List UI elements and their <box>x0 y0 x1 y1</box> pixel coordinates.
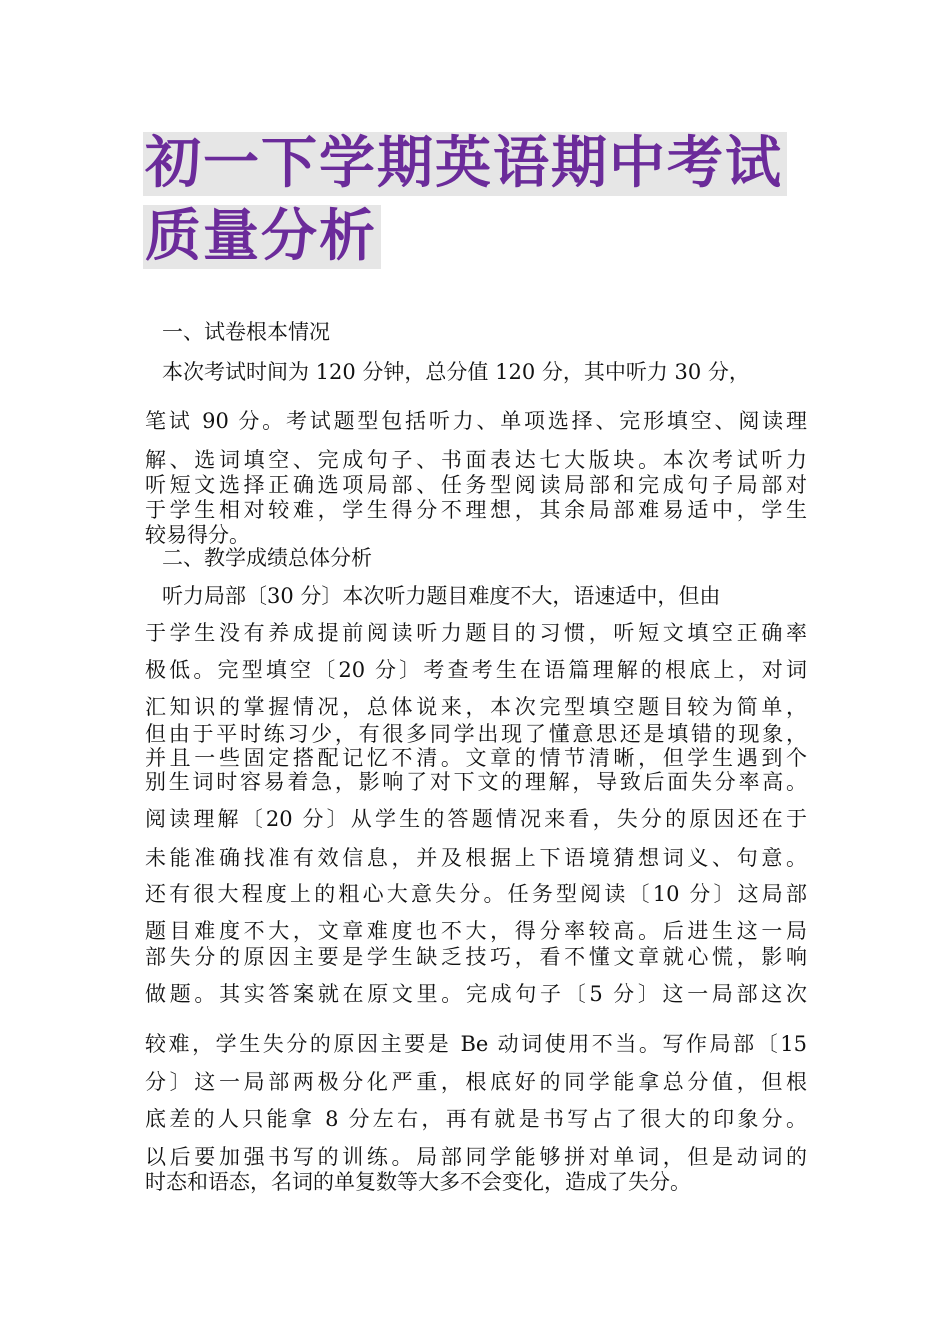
paragraph-line: 较难，学生失分的原因主要是 Be 动词使用不当。写作局部〔15 <box>145 1032 807 1056</box>
paragraph-line: 未能准确找准有效信息，并及根据上下语境猜想词义、句意。 <box>145 846 807 870</box>
paragraph-line: 别生词时容易着急，影响了对下文的理解，导致后面失分率高。 <box>145 770 807 794</box>
paragraph-line: 还有很大程度上的粗心大意失分。任务型阅读〔10 分〕这局部 <box>145 882 807 906</box>
paragraph-line: 本次考试时间为 120 分钟，总分值 120 分，其中听力 30 分， <box>162 360 750 384</box>
paragraph-line: 笔试 90 分。考试题型包括听力、单项选择、完形填空、阅读理 <box>145 409 807 433</box>
paragraph-line: 并且一些固定搭配记忆不清。文章的情节清晰，但学生遇到个 <box>145 746 807 770</box>
paragraph-line: 但由于平时练习少，有很多同学出现了懂意思还是填错的现象， <box>145 722 807 746</box>
paragraph-line: 以后要加强书写的训练。局部同学能够拼对单词，但是动词的 <box>145 1145 807 1169</box>
paragraph-line: 较易得分。 <box>145 523 250 547</box>
section-heading: 一、试卷根本情况 <box>162 320 330 344</box>
document-title-line-1: 初一下学期英语期中考试 <box>143 132 787 196</box>
paragraph-line: 阅读理解〔20 分〕从学生的答题情况来看，失分的原因还在于 <box>145 807 807 831</box>
document-title-line-2: 质量分析 <box>143 205 381 269</box>
paragraph-line: 极低。完型填空〔20 分〕考查考生在语篇理解的根底上，对词 <box>145 658 807 682</box>
paragraph-line: 汇知识的掌握情况，总体说来，本次完型填空题目较为简单， <box>145 695 807 719</box>
paragraph-line: 听短文选择正确选项局部、任务型阅读局部和完成句子局部对 <box>145 473 807 497</box>
paragraph-line: 题目难度不大，文章难度也不大，得分率较高。后进生这一局 <box>145 919 807 943</box>
paragraph-line: 分〕这一局部两极分化严重，根底好的同学能拿总分值，但根 <box>145 1070 807 1094</box>
section-heading: 二、教学成绩总体分析 <box>162 546 372 570</box>
paragraph-line: 部失分的原因主要是学生缺乏技巧，看不懂文章就心慌，影响 <box>145 945 807 969</box>
paragraph-line: 时态和语态，名词的单复数等大多不会变化，造成了失分。 <box>145 1170 691 1194</box>
paragraph-line: 做题。其实答案就在原文里。完成句子〔5 分〕这一局部这次 <box>145 982 807 1006</box>
paragraph-line: 于学生没有养成提前阅读听力题目的习惯，听短文填空正确率 <box>145 621 807 645</box>
paragraph-line: 解、选词填空、完成句子、书面表达七大版块。本次考试听力 <box>145 448 807 472</box>
paragraph-line: 于学生相对较难，学生得分不理想，其余局部难易适中，学生 <box>145 498 807 522</box>
paragraph-line: 听力局部〔30 分〕本次听力题目难度不大，语速适中，但由 <box>162 584 721 608</box>
paragraph-line: 底差的人只能拿 8 分左右，再有就是书写占了很大的印象分。 <box>145 1107 807 1131</box>
